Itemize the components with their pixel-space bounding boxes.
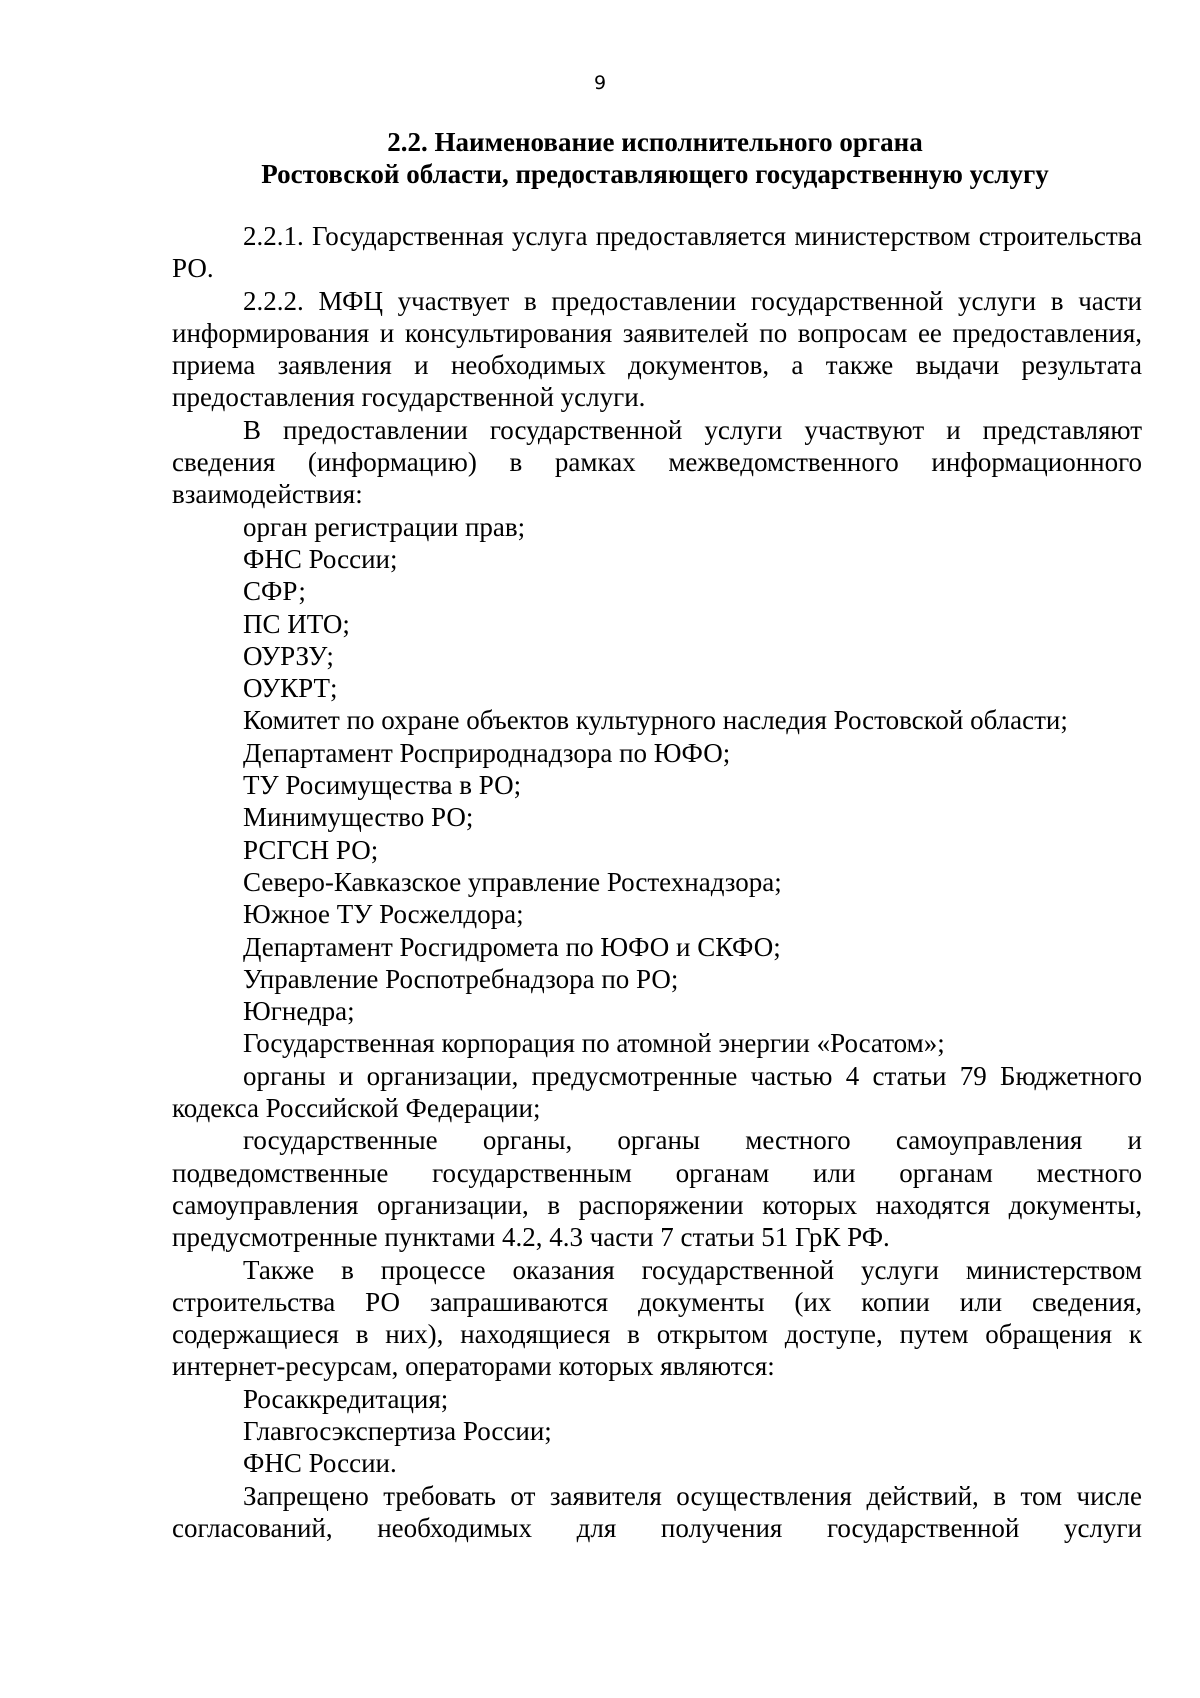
list-item: СФР; [243,576,306,607]
list-item: Управление Роспотребнадзора по РО; [243,963,679,994]
list-item: Минимущество РО; [243,802,474,833]
list-item: Северо-Кавказское управление Ростехнадзора; [243,866,782,897]
list-item: Главгосэкспертиза России; [243,1415,552,1446]
paragraph-2-2-1: 2.2.1. Государственная услуга предоставляется министерством строительства РО. [172,221,1142,284]
list-item: Югнедра; [243,996,355,1027]
paragraph-internet-resources: Также в процессе оказания государственной услуги министерством строительства РО запрашиваются документы (их копии или сведения, содержащиеся в них), находящиеся в открытом доступе, путем обращения к интернет-ресурсам, операторами которых являются: [172,1254,1142,1382]
participants-list [172,511,1142,1060]
list-item: Департамент Росприроднадзора по ЮФО; [243,737,731,768]
list-item: Росаккредитация; [243,1383,449,1414]
internet-operators-list [172,1383,1142,1480]
list-item: ФНС России. [243,1448,397,1479]
document-body [172,220,1142,1544]
page-number: 9 [593,72,607,94]
list-item: ПС ИТО; [243,608,350,639]
paragraph-prohibition: Запрещено требовать от заявителя осуществления действий, в том числе согласований, необходимых для получения государственной услуги [172,1480,1142,1543]
list-item: Комитет по охране объектов культурного наследия Ростовской области; [243,705,1068,736]
list-item: ТУ Росимущества в РО; [243,770,522,801]
list-item: ОУКРТ; [243,673,338,704]
paragraph-state-bodies: государственные органы, органы местного самоуправления и подведомственные государственным органам или органам местного самоуправления организации, в распоряжении которых находятся документы, предусмотренные пунктами 4.2, 4.3 части 7 статьи 51 ГрК РФ. [172,1125,1142,1253]
list-item: ОУРЗУ; [243,640,334,671]
list-item: Департамент Росгидромета по ЮФО и СКФО; [243,931,781,962]
paragraph-budget-code-bodies: органы и организации, предусмотренные частью 4 статьи 79 Бюджетного кодекса Российской Федерации; [172,1060,1142,1124]
list-item: РСГСН РО; [243,834,379,865]
list-item: орган регистрации прав; [243,511,526,542]
list-item: Южное ТУ Росжелдора; [243,899,524,930]
paragraph-2-2-2: 2.2.2. МФЦ участвует в предоставлении государственной услуги в части информирования и консультирования заявителей по вопросам ее предоставления, приема заявления и необходимых документов, а также выдачи результата предоставления государственной услуги. [172,285,1142,413]
list-item: Государственная корпорация по атомной энергии «Росатом»; [243,1028,945,1059]
section-title [150,126,1160,190]
paragraph-participants-intro: В предоставлении государственной услуги участвуют и представляют сведения (информацию) в рамках межведомственного информационного взаимодействия: [172,414,1142,510]
section-title-line-2: Ростовской области, предоставляющего государственную услугу [261,159,1049,189]
list-item: ФНС России; [243,543,398,574]
section-title-line-1: 2.2. Наименование исполнительного органа [387,127,923,157]
